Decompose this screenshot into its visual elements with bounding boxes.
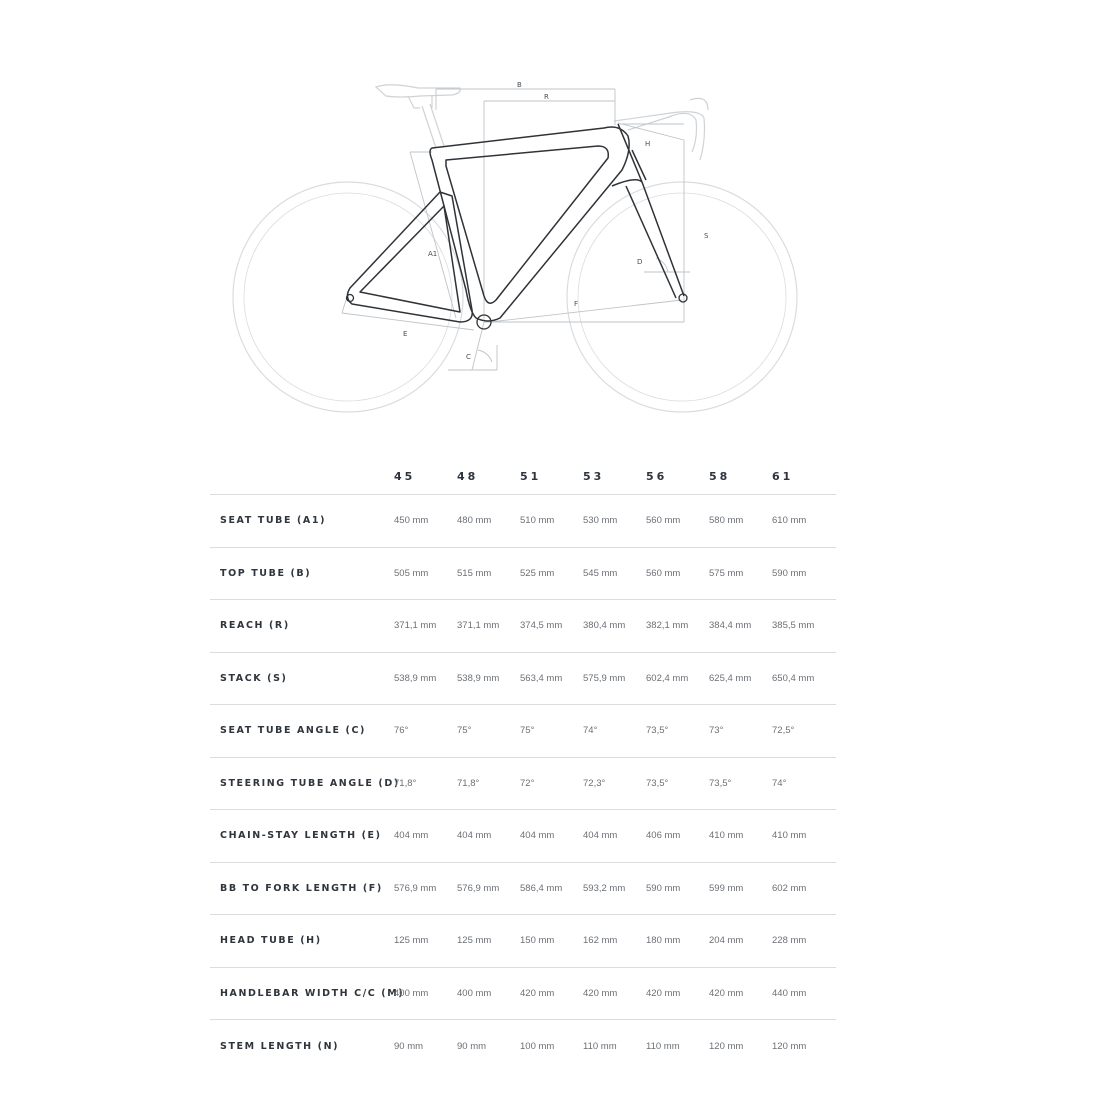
table-cell: 162 mm [583, 915, 646, 968]
table-cell: 625,4 mm [709, 652, 772, 705]
table-row [210, 705, 836, 758]
table-cell: 586,4 mm [520, 862, 583, 915]
table-cell: 125 mm [394, 915, 457, 968]
saddle-and-seatpost [376, 85, 460, 148]
table-cell: 406 mm [646, 810, 709, 863]
table-cell: 440 mm [772, 967, 836, 1020]
table-cell: 538,9 mm [394, 652, 457, 705]
size-header: 48 [457, 458, 520, 495]
table-cell: 404 mm [520, 810, 583, 863]
table-row [210, 600, 836, 653]
size-header: 56 [646, 458, 709, 495]
label-a1: A1 [428, 250, 438, 258]
table-cell: 71,8° [394, 757, 457, 810]
table-cell: 404 mm [583, 810, 646, 863]
table-cell: 74° [583, 705, 646, 758]
table-cell: 450 mm [394, 495, 457, 548]
table-cell: 404 mm [394, 810, 457, 863]
table-cell: 371,1 mm [457, 600, 520, 653]
table-cell: 382,1 mm [646, 600, 709, 653]
table-cell: 593,2 mm [583, 862, 646, 915]
table-row [210, 1020, 836, 1073]
label-c: C [466, 353, 471, 361]
table-cell: 90 mm [457, 1040, 487, 1052]
table-cell: 100 mm [520, 1040, 555, 1052]
table-cell: 515 mm [457, 547, 520, 600]
row-label: SEAT TUBE ANGLE (C) [210, 705, 394, 758]
table-cell: 72° [520, 757, 583, 810]
table-row [210, 810, 836, 863]
table-cell: 590 mm [772, 547, 836, 600]
table-cell: 110 mm [646, 1040, 680, 1052]
table-cell: 120 mm [772, 1040, 807, 1052]
label-d: D [637, 258, 643, 266]
row-label: BB TO FORK LENGTH (F) [210, 862, 394, 915]
table-cell: 602 mm [772, 862, 836, 915]
size-header-row [210, 458, 836, 495]
table-cell: 150 mm [520, 915, 583, 968]
table-cell: 228 mm [772, 915, 836, 968]
table-cell: 371,1 mm [394, 600, 457, 653]
table-cell: 384,4 mm [709, 600, 772, 653]
table-cell: 76° [394, 705, 457, 758]
table-cell: 563,4 mm [520, 652, 583, 705]
table-cell: 74° [772, 757, 836, 810]
table-cell: 73,5° [709, 757, 772, 810]
table-cell: 525 mm [520, 547, 583, 600]
row-label: HEAD TUBE (H) [210, 915, 394, 968]
row-label: SEAT TUBE (A1) [210, 495, 394, 548]
table-row [210, 967, 836, 1020]
label-b: B [517, 81, 522, 89]
table-cell: 410 mm [772, 810, 836, 863]
table-cell: 204 mm [709, 915, 772, 968]
row-label: STEERING TUBE ANGLE (D) [210, 757, 394, 810]
size-header: 51 [520, 458, 583, 495]
table-cell: 530 mm [583, 495, 646, 548]
dimension-lines [342, 89, 690, 370]
table-cell: 71,8° [457, 757, 520, 810]
table-cell: 125 mm [457, 915, 520, 968]
table-cell: 73,5° [646, 757, 709, 810]
table-cell: 73° [709, 705, 772, 758]
table-cell: 602,4 mm [646, 652, 709, 705]
geometry-table [210, 458, 836, 1072]
table-cell: 575,9 mm [583, 652, 646, 705]
table-cell: 420 mm [520, 967, 583, 1020]
table-cell: 510 mm [520, 495, 583, 548]
bike-geometry-drawing [0, 0, 1096, 440]
bike-geometry-diagram [0, 0, 1096, 440]
table-cell: 72,3° [583, 757, 646, 810]
row-label: STEM LENGTH (N) [220, 1040, 340, 1052]
table-cell: 590 mm [646, 862, 709, 915]
table-cell: 110 mm [583, 1040, 617, 1052]
table-cell: 576,9 mm [457, 862, 520, 915]
label-f: F [574, 300, 579, 308]
table-cell: 75° [457, 705, 520, 758]
size-header: 58 [709, 458, 772, 495]
table-row [210, 495, 836, 548]
size-header: 45 [394, 458, 457, 495]
label-h: H [645, 140, 651, 148]
label-s: S [704, 232, 709, 240]
table-cell: 599 mm [709, 862, 772, 915]
bike-frame [347, 124, 688, 329]
table-row [210, 862, 836, 915]
table-cell: 575 mm [709, 547, 772, 600]
table-cell: 120 mm [709, 1040, 744, 1052]
table-cell: 538,9 mm [457, 652, 520, 705]
size-header: 61 [772, 458, 836, 495]
table-cell: 580 mm [709, 495, 772, 548]
label-e: E [403, 330, 408, 338]
table-cell: 420 mm [583, 967, 646, 1020]
table-cell: 610 mm [772, 495, 836, 548]
table-cell: 400 mm [394, 967, 457, 1020]
size-header-spacer [210, 458, 394, 495]
table-cell: 576,9 mm [394, 862, 457, 915]
row-label: TOP TUBE (B) [210, 547, 394, 600]
table-cell: 420 mm [646, 967, 709, 1020]
table-cell: 75° [520, 705, 583, 758]
label-r: R [544, 93, 549, 101]
table-cell: 400 mm [457, 967, 520, 1020]
table-cell: 560 mm [646, 547, 709, 600]
table-cell: 410 mm [709, 810, 772, 863]
table-row [210, 757, 836, 810]
table-cell: 90 mm [394, 1040, 424, 1052]
table-cell: 72,5° [772, 705, 836, 758]
table-row [210, 652, 836, 705]
table-cell: 380,4 mm [583, 600, 646, 653]
table-cell: 650,4 mm [772, 652, 836, 705]
row-label: HANDLEBAR WIDTH C/C (M) [210, 967, 394, 1020]
table-cell: 73,5° [646, 705, 709, 758]
table-cell: 385,5 mm [772, 600, 836, 653]
size-header: 53 [583, 458, 646, 495]
table-row [210, 547, 836, 600]
table-cell: 560 mm [646, 495, 709, 548]
front-wheel [567, 182, 797, 412]
table-row [210, 915, 836, 968]
row-label: STACK (S) [210, 652, 394, 705]
table-cell: 404 mm [457, 810, 520, 863]
table-cell: 480 mm [457, 495, 520, 548]
table-cell: 505 mm [394, 547, 457, 600]
row-label: CHAIN-STAY LENGTH (E) [210, 810, 394, 863]
table-cell: 545 mm [583, 547, 646, 600]
table-cell: 420 mm [709, 967, 772, 1020]
table-cell: 374,5 mm [520, 600, 583, 653]
table-cell: 180 mm [646, 915, 709, 968]
row-label: REACH (R) [210, 600, 394, 653]
